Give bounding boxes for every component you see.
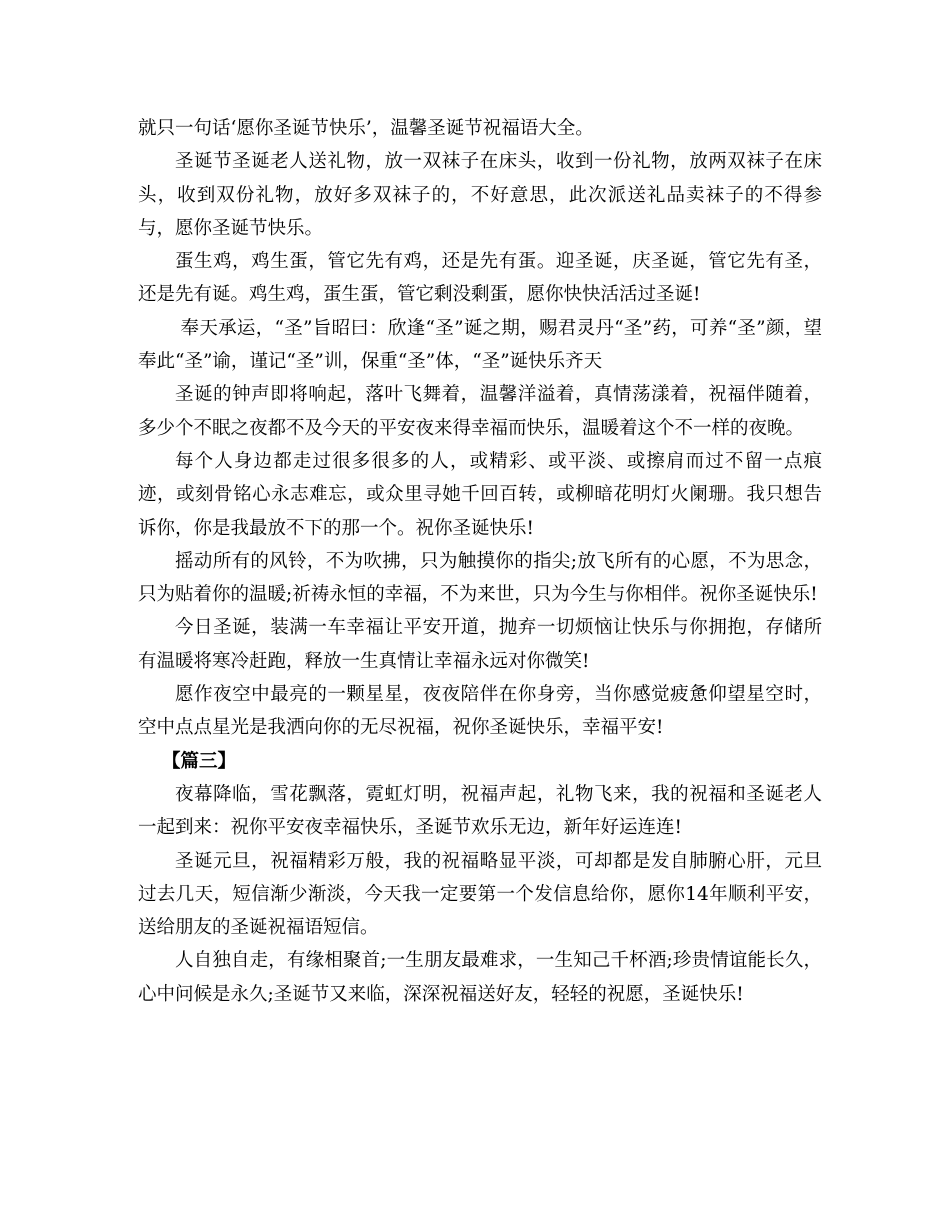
- paragraph-5: 圣诞的钟声即将响起，落叶飞舞着，温馨洋溢着，真情荡漾着，祝福伴随着，多少个不眠之夜都不及今天的平安夜来得幸福而快乐，温暖着这个不一样的夜晚。: [138, 384, 822, 439]
- paragraph-4: 奉天承运，“圣”旨昭曰：欣逢“圣”诞之期，赐君灵丹“圣”药，可养“圣”颜，望奉此“圣”谕，谨记“圣”训，保重“圣”体，“圣”诞快乐齐天: [138, 317, 822, 373]
- paragraph-9: 愿作夜空中最亮的一颗星星，夜夜陪伴在你身旁，当你感觉疲惫仰望星空时，空中点点星光是我洒向你的无尽祝福，祝你圣诞快乐，幸福平安!: [138, 684, 822, 739]
- section-paragraph-3: 人自独自走，有缘相聚首;一生朋友最难求，一生知己千杯酒;珍贵情谊能长久，心中问候是永久;圣诞节又来临，深深祝福送好友，轻轻的祝愿，圣诞快乐!: [138, 950, 822, 1005]
- paragraph-2: 圣诞节圣诞老人送礼物，放一双袜子在床头，收到一份礼物，放两双袜子在床头，收到双份礼物，放好多双袜子的，不好意思，此次派送礼品卖袜子的不得参与，愿你圣诞节快乐。: [138, 151, 822, 239]
- paragraph-1: 就只一句话‘愿你圣诞节快乐’，温馨圣诞节祝福语大全。: [138, 118, 594, 139]
- paragraph-8: 今日圣诞，装满一车幸福让平安开道，抛弃一切烦恼让快乐与你拥抱，存储所有温暖将寒冷赶跑，释放一生真情让幸福永远对你微笑!: [138, 617, 822, 672]
- section-heading: 【篇三】: [162, 750, 237, 772]
- section-paragraph-2: 圣诞元旦，祝福精彩万般，我的祝福略显平淡，可却都是发自肺腑心肝，元旦过去几天，短信渐少渐淡，今天我一定要第一个发信息给你，愿你14年顺利平安，送给朋友的圣诞祝福语短信。: [138, 850, 822, 939]
- section-paragraph-1: 夜幕降临，雪花飘落，霓虹灯明，祝福声起，礼物飞来，我的祝福和圣诞老人一起到来：祝你平安夜幸福快乐，圣诞节欢乐无边，新年好运连连!: [138, 783, 822, 839]
- paragraph-7: 摇动所有的风铃，不为吹拂，只为触摸你的指尖;放飞所有的心愿，不为思念，只为贴着你的温暖;祈祷永恒的幸福，不为来世，只为今生与你相伴。祝你圣诞快乐!: [138, 550, 822, 606]
- document-body: [138, 112, 822, 1011]
- paragraph-3: 蛋生鸡，鸡生蛋，管它先有鸡，还是先有蛋。迎圣诞，庆圣诞，管它先有圣，还是先有诞。鸡生鸡，蛋生蛋，管它剩没剩蛋，愿你快快活活过圣诞!: [138, 251, 822, 306]
- paragraph-6: 每个人身边都走过很多很多的人，或精彩、或平淡、或擦肩而过不留一点痕迹，或刻骨铭心永志难忘，或众里寻她千回百转，或柳暗花明灯火阑珊。我只想告诉你，你是我最放不下的那一个。祝你圣诞快乐!: [138, 450, 822, 539]
